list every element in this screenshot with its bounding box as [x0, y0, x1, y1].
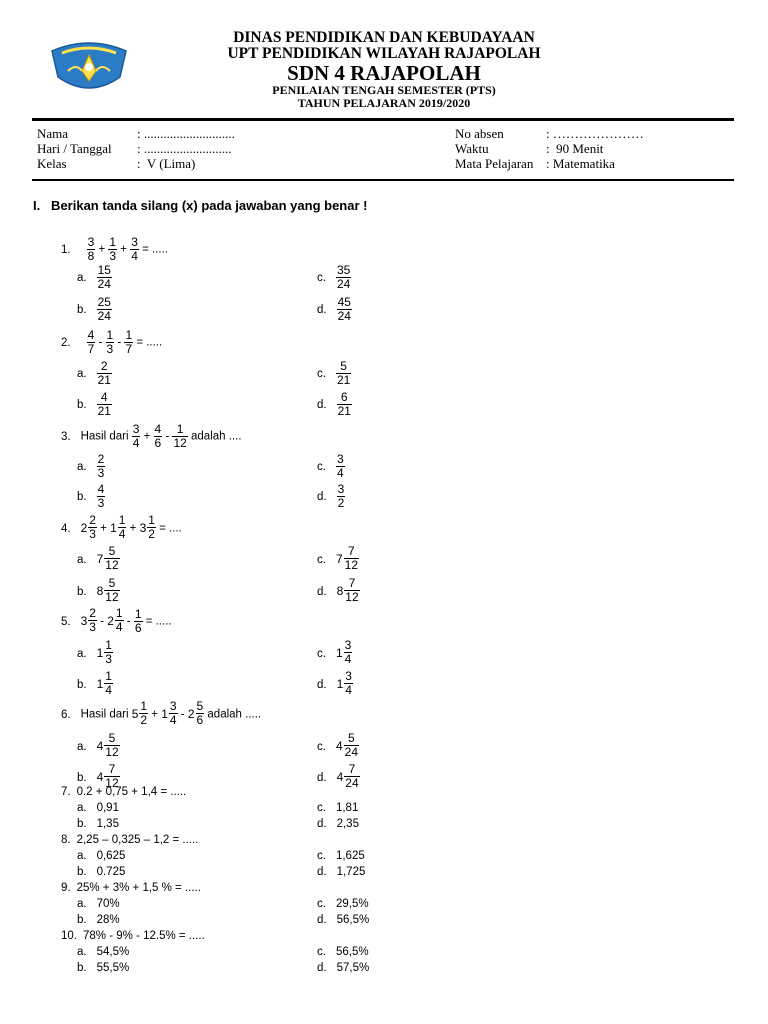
option-c — [317, 264, 351, 291]
option-letter: a. — [77, 802, 87, 814]
fraction: 1 2 — [148, 513, 155, 541]
question — [61, 700, 261, 727]
option-letter: c. — [317, 850, 326, 862]
info-label: Nama — [37, 126, 69, 141]
expr-text: + — [95, 243, 109, 256]
option-a — [77, 453, 105, 480]
expr-text: + — [148, 708, 162, 721]
fraction: $\frac{4}{7}$ — [87, 328, 95, 356]
info-label: No absen — [455, 126, 504, 141]
option-letter: a. — [77, 898, 87, 910]
fraction: 7 12 — [345, 576, 359, 604]
expr-text: adalah .... — [187, 430, 242, 443]
option-letter: d. — [317, 585, 327, 598]
fraction: $\frac{1}{3}$ — [109, 235, 117, 263]
option-letter: c. — [317, 460, 326, 473]
expr-text: - — [123, 615, 134, 628]
option-d — [317, 391, 352, 418]
expr-text: + — [117, 243, 131, 256]
option-letter: b. — [77, 818, 87, 830]
option-c — [317, 545, 359, 572]
option-d — [317, 577, 360, 604]
fraction: 2 3 — [89, 606, 96, 634]
option-value: $\frac{3}{2}$ — [337, 482, 345, 510]
header-rule-top — [32, 118, 734, 121]
option-c — [317, 945, 369, 959]
info-value: : Matematika — [546, 156, 615, 171]
option-value: 8 7 12 — [336, 576, 359, 604]
school-name: SDN 4 RAJAPOLAH — [287, 61, 481, 85]
mixed-number: 3 2 3 — [80, 606, 96, 634]
exam-title: PENILAIAN TENGAH SEMESTER (PTS) — [272, 83, 496, 97]
option-a — [77, 732, 120, 759]
option-value: 0.725 — [96, 866, 126, 878]
option-b — [77, 577, 120, 604]
option-value: $\frac{35}{24}$ — [336, 263, 351, 291]
option-value: 1,625 — [335, 850, 365, 862]
option-value: 1,81 — [335, 802, 359, 814]
option-value: $\frac{5}{21}$ — [336, 359, 351, 387]
header-line-1: DINAS PENDIDIKAN DAN KEBUDAYAAN — [233, 29, 535, 46]
option-a — [77, 639, 113, 666]
option-value: 1,725 — [336, 866, 366, 878]
option-letter: c. — [317, 647, 326, 660]
fraction: 2 3 — [89, 513, 96, 541]
question — [61, 833, 198, 847]
fraction: 3 4 — [344, 638, 352, 666]
option-b — [77, 865, 125, 879]
question-number: 6. — [61, 708, 71, 721]
expr-text: Hasil dari — [80, 430, 132, 443]
info-value: : V (Lima) — [137, 156, 196, 171]
option-value: 4 5 24 — [335, 731, 358, 759]
option-c — [317, 801, 358, 815]
option-d — [317, 913, 369, 927]
expr-text: = .... — [155, 522, 182, 535]
fraction: $\frac{1}{7}$ — [125, 328, 133, 356]
fraction: $\frac{1}{12}$ — [173, 422, 187, 450]
fraction: $\frac{1}{3}$ — [106, 328, 114, 356]
fraction: 5 12 — [105, 731, 119, 759]
fraction: 5 12 — [105, 576, 119, 604]
option-letter: a. — [77, 460, 87, 473]
option-value: $\frac{2}{21}$ — [97, 359, 111, 387]
option-letter: c. — [317, 898, 326, 910]
option-b — [77, 483, 105, 510]
question-number: 9. — [61, 882, 71, 894]
option-letter: c. — [317, 946, 326, 958]
option-letter: d. — [317, 866, 327, 878]
option-value: $\frac{6}{21}$ — [337, 390, 351, 418]
question-text: 25% + 3% + 1,5 % = ..... — [76, 882, 201, 894]
mixed-number: 2 1 4 — [107, 606, 123, 634]
option-letter: b. — [77, 678, 87, 691]
expr-text: = ..... — [133, 336, 163, 349]
question — [61, 881, 201, 895]
question — [61, 514, 182, 541]
option-value: $\frac{4}{21}$ — [97, 390, 111, 418]
option-letter: b. — [77, 866, 87, 878]
question — [61, 329, 162, 356]
option-d — [317, 763, 360, 790]
fraction: 7 12 — [344, 544, 358, 572]
option-a — [77, 545, 120, 572]
option-letter: d. — [317, 962, 327, 974]
option-value: 28% — [96, 914, 120, 926]
option-c — [317, 849, 365, 863]
fraction: $\frac{4}{6}$ — [154, 422, 162, 450]
mixed-number: 3 1 2 — [139, 513, 155, 541]
fraction: 7 24 — [345, 762, 359, 790]
question-number: 2. — [61, 336, 71, 349]
option-letter: a. — [77, 271, 87, 284]
fraction: $\frac{3}{8}$ — [87, 235, 95, 263]
option-letter: a. — [77, 553, 87, 566]
option-a — [77, 849, 125, 863]
option-b — [77, 391, 112, 418]
fraction: 3 4 — [345, 669, 352, 697]
fraction: 5 24 — [344, 731, 358, 759]
question — [61, 607, 172, 635]
header-rule-bottom — [32, 179, 734, 181]
expr-text: - — [96, 615, 108, 628]
option-letter: b. — [77, 585, 87, 598]
fraction: 3 4 — [169, 699, 177, 727]
expr-text: + — [126, 522, 140, 535]
question-number: 7. — [61, 786, 71, 798]
letterhead — [0, 30, 768, 110]
expr-text: Hasil dari — [80, 708, 132, 721]
option-value: $\frac{45}{24}$ — [337, 295, 351, 323]
option-d — [317, 865, 365, 879]
option-letter: c. — [317, 802, 326, 814]
option-value: 0,91 — [96, 802, 119, 814]
option-letter: d. — [317, 818, 327, 830]
question-number: 10. — [61, 930, 77, 942]
option-b — [77, 296, 112, 323]
option-letter: a. — [77, 740, 87, 753]
fraction: 1 2 — [140, 699, 148, 727]
option-letter: a. — [77, 367, 87, 380]
option-letter: a. — [77, 946, 87, 958]
expr-text: + — [140, 430, 154, 443]
fraction: 7 12 — [105, 762, 119, 790]
option-b — [77, 817, 119, 831]
option-c — [317, 360, 351, 387]
option-a — [77, 264, 112, 291]
option-letter: b. — [77, 303, 87, 316]
info-label: Hari / Tanggal — [37, 141, 112, 156]
info-label: Waktu — [455, 141, 489, 156]
option-letter: d. — [317, 398, 327, 411]
option-value: 1 1 4 — [96, 669, 112, 697]
mixed-number: 1 1 4 — [110, 513, 126, 541]
question-text: 78% - 9% - 12.5% = ..... — [83, 930, 205, 942]
fraction: 5 12 — [105, 544, 119, 572]
option-b — [77, 961, 129, 975]
option-value: $\frac{4}{3}$ — [97, 482, 105, 510]
option-value: 7 5 12 — [96, 544, 119, 572]
option-value: 1 3 4 — [335, 638, 352, 666]
option-d — [317, 817, 359, 831]
fraction: $\frac{1}{6}$ — [134, 606, 142, 635]
option-letter: c. — [317, 271, 326, 284]
question-number: 8. — [61, 834, 71, 846]
option-c — [317, 639, 352, 666]
expr-text: adalah ..... — [204, 708, 262, 721]
expr-text: - — [95, 336, 106, 349]
option-letter: d. — [317, 303, 327, 316]
option-value: 57,5% — [336, 962, 370, 974]
option-letter: a. — [77, 850, 87, 862]
option-a — [77, 945, 129, 959]
question-number: 1. — [61, 243, 71, 256]
option-b — [77, 670, 113, 697]
option-d — [317, 961, 369, 975]
fraction: 5 6 — [196, 699, 204, 727]
info-value: : ………………… — [546, 126, 644, 141]
question — [61, 236, 168, 263]
mixed-number: 2 5 6 — [187, 699, 204, 727]
option-letter: d. — [317, 678, 327, 691]
info-value: : ............................ — [137, 126, 235, 141]
expr-text: - — [162, 430, 173, 443]
option-value: $\frac{3}{4}$ — [336, 452, 344, 480]
instruction: I. Berikan tanda silang (x) pada jawaban yang benar ! — [33, 198, 368, 213]
option-d — [317, 483, 345, 510]
mixed-number: 1 3 4 — [161, 699, 177, 727]
option-letter: b. — [77, 490, 87, 503]
option-letter: a. — [77, 647, 87, 660]
question — [61, 929, 205, 943]
info-value: : 90 Menit — [546, 141, 604, 156]
option-value: 0,625 — [96, 850, 126, 862]
mixed-number: 5 1 2 — [131, 699, 148, 727]
option-value: 4 7 12 — [96, 762, 119, 790]
option-a — [77, 897, 120, 911]
fraction: 1 4 — [105, 669, 112, 697]
expr-text: - — [114, 336, 125, 349]
option-letter: c. — [317, 740, 326, 753]
option-c — [317, 732, 359, 759]
fraction: $\frac{3}{4}$ — [132, 422, 140, 450]
question-text: 2,25 – 0,325 – 1,2 = ..... — [76, 834, 199, 846]
expr-text: = ..... — [138, 243, 168, 256]
option-value: 4 7 24 — [336, 762, 359, 790]
mixed-number: 2 2 3 — [80, 513, 96, 541]
option-letter: c. — [317, 553, 326, 566]
option-value: $\frac{2}{3}$ — [97, 452, 105, 480]
question — [61, 423, 242, 450]
option-letter: d. — [317, 490, 327, 503]
option-value: 54,5% — [96, 946, 130, 958]
option-d — [317, 296, 352, 323]
info-value: : ........................... — [137, 141, 232, 156]
option-c — [317, 453, 345, 480]
option-value: 7 7 12 — [335, 544, 358, 572]
option-value: 29,5% — [335, 898, 369, 910]
option-letter: b. — [77, 398, 87, 411]
school-year: TAHUN PELAJARAN 2019/2020 — [297, 96, 471, 110]
expr-text: = ..... — [142, 615, 172, 628]
option-value: $\frac{25}{24}$ — [97, 295, 111, 323]
expr-text: + — [96, 522, 111, 535]
option-value: 1,35 — [96, 818, 119, 830]
option-value: 55,5% — [96, 962, 130, 974]
question — [61, 785, 186, 799]
option-value: 2,35 — [336, 818, 359, 830]
option-value: 56,5% — [336, 914, 370, 926]
option-letter: b. — [77, 914, 87, 926]
option-letter: d. — [317, 914, 327, 926]
option-value: $\frac{15}{24}$ — [97, 263, 111, 291]
option-c — [317, 897, 369, 911]
option-value: 8 5 12 — [96, 576, 119, 604]
option-b — [77, 913, 120, 927]
option-a — [77, 360, 112, 387]
fraction: 1 3 — [105, 638, 112, 666]
option-value: 1 3 4 — [336, 669, 352, 697]
expr-text: - — [177, 708, 188, 721]
option-d — [317, 670, 353, 697]
info-label: Mata Pelajaran — [455, 156, 534, 171]
option-letter: b. — [77, 962, 87, 974]
option-letter: d. — [317, 771, 327, 784]
option-letter: b. — [77, 771, 87, 784]
option-letter: c. — [317, 367, 326, 380]
option-value: 1 1 3 — [96, 638, 112, 666]
fraction: 1 4 — [118, 513, 126, 541]
fraction: $\frac{3}{4}$ — [131, 235, 138, 263]
fraction: 1 4 — [115, 606, 123, 634]
info-label: Kelas — [37, 156, 67, 171]
option-value: 56,5% — [335, 946, 369, 958]
header-line-2: UPT PENDIDIKAN WILAYAH RAJAPOLAH — [227, 45, 541, 62]
option-value: 70% — [96, 898, 120, 910]
question-number: 5. — [61, 615, 71, 628]
question-number: 4. — [61, 522, 71, 535]
option-value: 4 5 12 — [96, 731, 119, 759]
question-text: 0.2 + 0,75 + 1,4 = ..... — [76, 786, 187, 798]
option-a — [77, 801, 119, 815]
question-number: 3. — [61, 430, 71, 443]
